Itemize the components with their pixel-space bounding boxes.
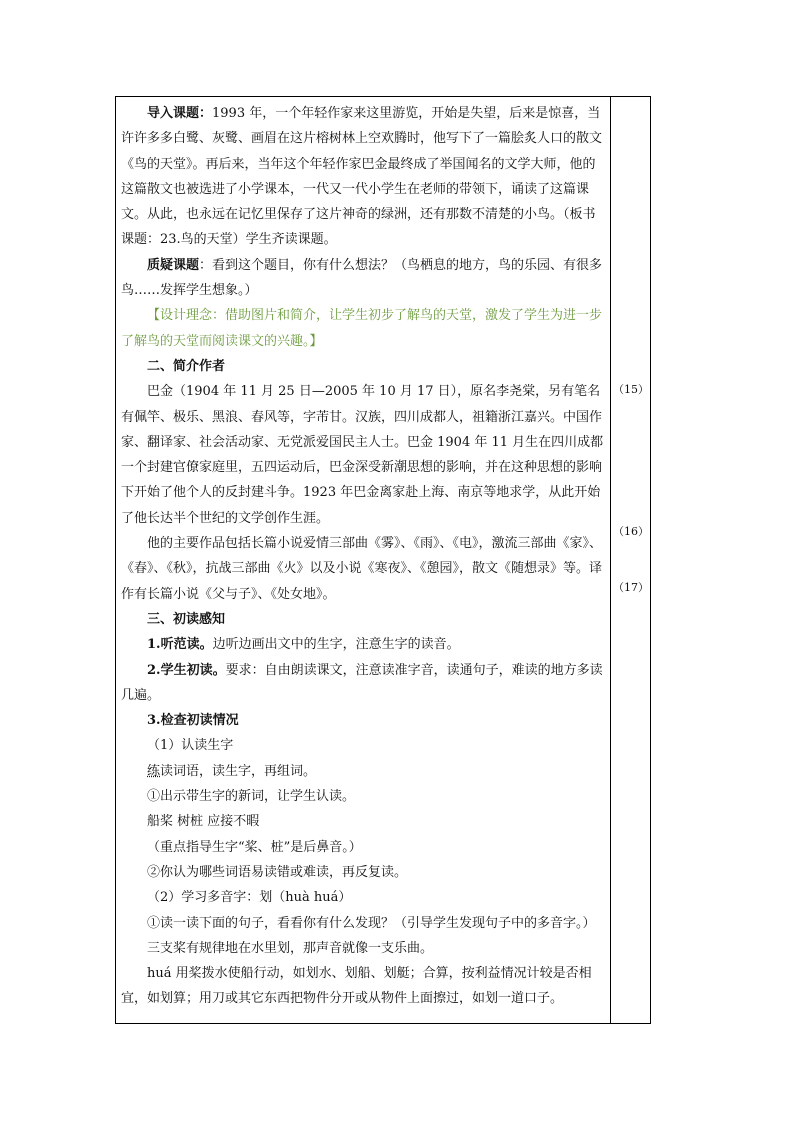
practice-first-char: 练: [147, 763, 161, 779]
design-note: 【设计理念：借助图片和简介，让学生初步了解鸟的天堂，激发了学生为进一步了解鸟的天堂而阅读课文的兴趣。】: [121, 308, 603, 349]
sub2-heading: （2）学习多音字：划（huà huá）: [147, 890, 352, 906]
item1-label: 1.听范读。: [147, 637, 213, 653]
step1: ①出示带生字的新词，让学生认读。: [147, 789, 356, 805]
example-sentence: 三支桨有规律地在水里划，那声音就像一支乐曲。: [147, 940, 434, 956]
question-label: 质疑课题: [147, 257, 200, 273]
question-text: ：看到这个题目，你有什么想法？（鸟栖息的地方，鸟的乐园、有很多鸟……发挥学生想象。）: [121, 257, 603, 299]
word-list: 船桨 树桩 应接不暇: [147, 814, 260, 830]
margin-mark-17: （17）: [613, 581, 649, 594]
margin-mark-15: （15）: [613, 383, 649, 396]
question-paragraph: [121, 253, 607, 304]
definition: huá 用桨拨水使船行动，如划水、划船、划艇；合算，按利益情况计较是否相宜，如划算；用刀或其它东西把物件分开或从物件上面擦过，如划一道口子。: [121, 966, 592, 1007]
lesson-table: [115, 96, 651, 1024]
intro-label: 导入课题：: [147, 106, 213, 121]
sub1-heading: （1）认读生字: [147, 738, 234, 754]
item2-text: 要求：自由朗读课文，注意读准字音，读通句子，难读的地方多读几遍。: [121, 662, 603, 703]
emphasis-note: （重点指导生字“桨、桩”是后鼻音。）: [147, 839, 362, 855]
intro-text: 1993 年，一个年轻作家来这里游览，开始是失望，后来是惊喜，当许许多多白鹭、灰鹭、画眉在这片榕树林上空欢腾时，他写下了一篇脍炙人口的散文《鸟的天堂》。再后来，当年这个年轻作家巴金最终成了举国闻名的文学大师，他的这篇散文也被选进了小学课本，一代又一代小学生在老师的带领下，诵读了这篇课文。从此，也永远在记忆里保存了这片神奇的绿洲，还有那数不清楚的小鸟。（板书课题：23.鸟的天堂）学生齐读课题。: [121, 106, 603, 248]
item1-text: 边听边画出文中的生字，注意生字的读音。: [212, 637, 460, 653]
margin-mark-16: （16）: [613, 525, 649, 538]
item1: [121, 632, 607, 657]
item3-heading: 3.检查初读情况: [147, 713, 239, 729]
margin-column: [611, 97, 651, 1023]
item2: [121, 658, 607, 709]
section2-heading: 二、简介作者: [147, 358, 226, 374]
item2-label: 2.学生初读。: [147, 662, 226, 678]
intro-paragraph: [121, 101, 607, 253]
step2: ②你认为哪些词语易读错或难读，再反复读。: [147, 864, 408, 880]
section3-heading: 三、初读感知: [147, 611, 226, 627]
author-bio: 巴金（1904 年 11 月 25 日—2005 年 10 月 17 日），原名李尧棠，另有笔名有佩竿、极乐、黑浪、春风等，字芾甘。汉族，四川成都人，祖籍浙江嘉兴。中国作家、翻译家、社会活动家、无党派爱国民主人士。巴金 1904 年 11 月生在四川成都一个封建官僚家庭里，五四运动后，巴金深受新潮思想的影响，并在这种思想的影响下开始了他个人的反封建斗争。1923 年巴金离家赴上海、南京等地求学，从此开始了他长达半个世纪的文学创作生涯。: [121, 384, 604, 526]
author-works: 他的主要作品包括长篇小说爱情三部曲《雾》、《雨》、《电》，激流三部曲《家》、《春》、《秋》，抗战三部曲《火》以及小说《寒夜》、《憩园》，散文《随想录》等。译作有长篇小说《父与子》、《处女地》。: [121, 536, 603, 602]
lesson-content: [121, 101, 607, 1012]
step3: ①读一读下面的句子，看看你有什么发现？（引导学生发现句子中的多音字。）: [147, 915, 596, 931]
practice-rest: 读词语，读生字，再组词。: [160, 763, 317, 779]
practice-line: [121, 759, 607, 784]
